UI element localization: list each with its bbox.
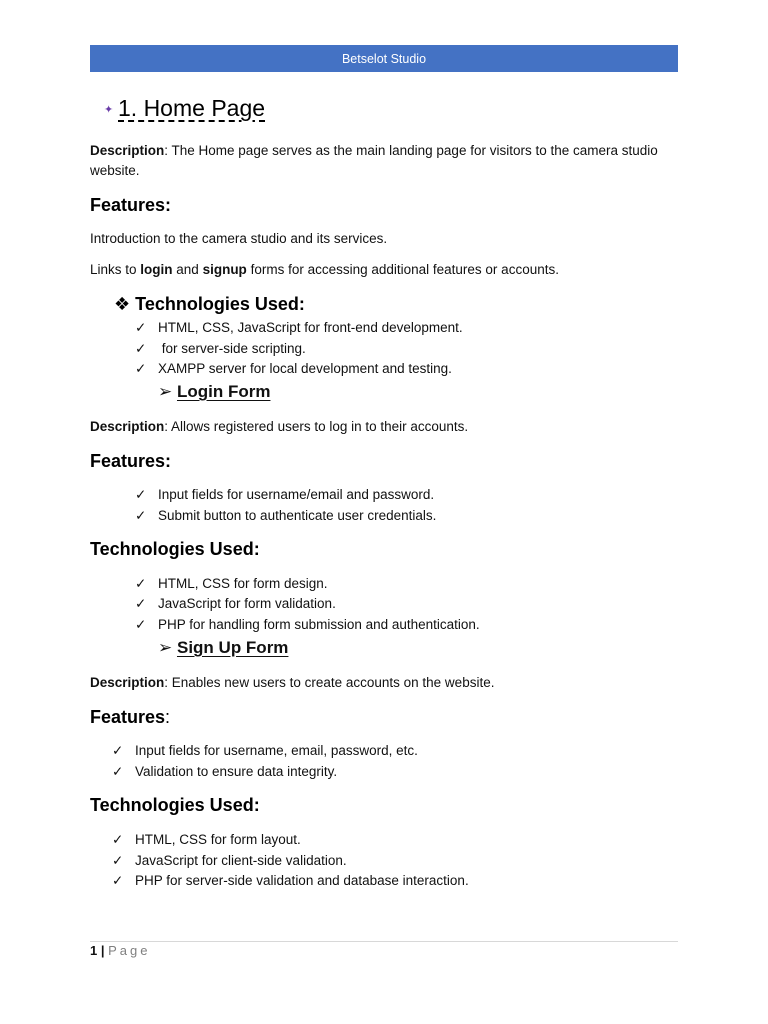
login-features-heading: Features: (90, 451, 172, 471)
check-icon: ✓ (112, 743, 124, 758)
login-heading-text: Login Form (176, 382, 271, 401)
home-description-text: : The Home page serves as the main landing page for visitors to the camera studio website. (90, 143, 658, 178)
signup-features-heading-text: Features (90, 707, 166, 727)
list-item (135, 574, 328, 594)
list-item-text: Input fields for username, email, password, etc. (135, 743, 418, 758)
home-features-heading: Features: (90, 195, 172, 215)
check-icon: ✓ (135, 617, 147, 632)
login-description (90, 417, 468, 437)
home-tech-heading-text: Technologies Used: (135, 294, 305, 314)
home-description (90, 141, 680, 181)
page-title (104, 95, 265, 122)
list-item-text: PHP for handling form submission and authentication. (158, 617, 480, 632)
home-feature-2 (90, 260, 559, 280)
list-item-text: HTML, CSS for form design. (158, 576, 328, 591)
login-description-label: Description (90, 419, 165, 434)
header-title: Betselot Studio (341, 51, 427, 66)
home-feature-2-mid: and (172, 262, 203, 277)
login-tech-heading: Technologies Used: (90, 539, 260, 559)
login-heading (158, 382, 270, 402)
list-item-text: for server-side scripting. (158, 341, 306, 356)
document-header (90, 45, 678, 72)
bullet-icon: ✦ (104, 104, 114, 117)
list-item (135, 359, 452, 379)
list-item (135, 318, 463, 338)
arrow-icon: ➢ (158, 382, 173, 401)
page-footer (90, 943, 150, 958)
check-icon: ✓ (135, 487, 147, 502)
check-icon: ✓ (135, 361, 147, 376)
login-description-text: : Allows registered users to log in to their accounts. (164, 419, 469, 434)
check-icon: ✓ (112, 832, 124, 847)
login-keyword: login (140, 262, 173, 277)
signup-heading (158, 638, 288, 658)
signup-keyword: signup (202, 262, 247, 277)
home-feature-1: Introduction to the camera studio and its services. (90, 231, 388, 246)
list-item-text: Validation to ensure data integrity. (135, 764, 338, 779)
home-feature-2-post: forms for accessing additional features or accounts. (246, 262, 559, 277)
signup-tech-heading: Technologies Used: (90, 795, 260, 815)
list-item (135, 594, 336, 614)
signup-description-label: Description (90, 675, 165, 690)
list-item-text: JavaScript for client-side validation. (135, 853, 347, 868)
list-item (112, 762, 337, 782)
list-item-text: HTML, CSS for form layout. (135, 832, 301, 847)
home-heading: 1. Home Page (118, 95, 266, 121)
list-item-text: JavaScript for form validation. (158, 596, 336, 611)
page-label: Page (108, 943, 151, 958)
check-icon: ✓ (112, 764, 124, 779)
signup-description (90, 673, 494, 693)
list-item (112, 851, 347, 871)
list-item-text: Submit button to authenticate user credentials. (158, 508, 437, 523)
diamond-icon: ❖ (114, 294, 131, 314)
list-item (112, 871, 469, 891)
list-item (135, 615, 480, 635)
list-item-text: HTML, CSS, JavaScript for front-end development. (158, 320, 463, 335)
check-icon: ✓ (135, 320, 147, 335)
signup-features-heading (90, 707, 170, 728)
check-icon: ✓ (135, 508, 147, 523)
signup-features-colon: : (165, 707, 171, 727)
list-item (135, 485, 434, 505)
home-feature-2-pre: Links to (90, 262, 141, 277)
check-icon: ✓ (135, 341, 147, 356)
list-item-text: XAMPP server for local development and testing. (158, 361, 452, 376)
footer-separator: | (97, 943, 109, 958)
check-icon: ✓ (112, 853, 124, 868)
home-description-label: Description (90, 143, 165, 158)
page-number: 1 (90, 943, 98, 958)
check-icon: ✓ (112, 873, 124, 888)
check-icon: ✓ (135, 576, 147, 591)
list-item-text: PHP for server-side validation and database interaction. (135, 873, 469, 888)
list-item (135, 339, 306, 359)
arrow-icon: ➢ (158, 638, 173, 657)
list-item (135, 506, 436, 526)
signup-description-text: : Enables new users to create accounts on the website. (164, 675, 495, 690)
list-item (112, 830, 301, 850)
check-icon: ✓ (135, 596, 147, 611)
home-tech-heading (114, 294, 305, 315)
signup-heading-text: Sign Up Form (176, 638, 289, 657)
list-item (112, 741, 418, 761)
footer-divider (90, 941, 678, 942)
list-item-text: Input fields for username/email and password. (158, 487, 435, 502)
